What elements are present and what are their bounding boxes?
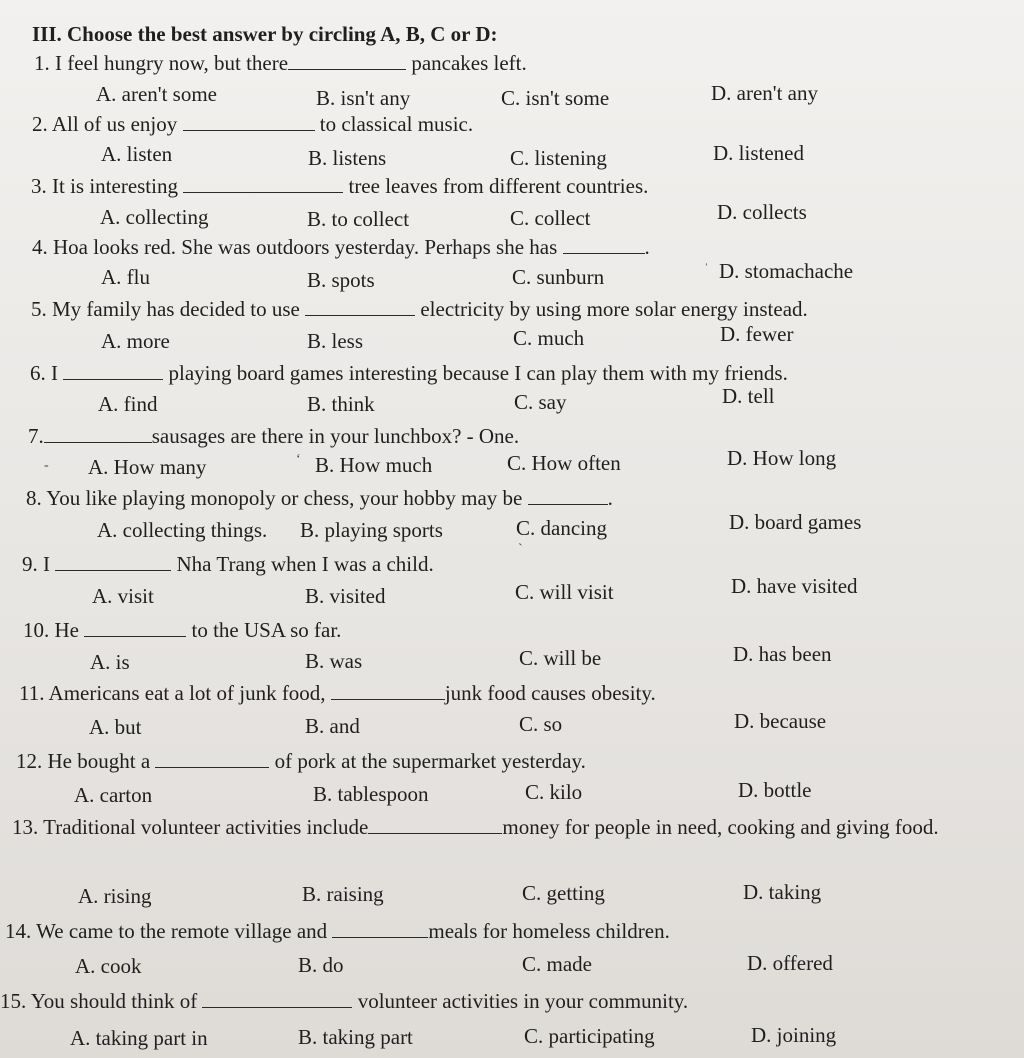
- pen-mark: ˈ: [704, 262, 709, 277]
- question-stem: 9. I: [22, 552, 50, 576]
- option-d[interactable]: D. has been: [733, 642, 832, 666]
- option-b[interactable]: B. listens: [308, 146, 387, 170]
- question-stem: 14. We came to the remote village and: [5, 919, 328, 943]
- option-d[interactable]: D. aren't any: [711, 81, 818, 105]
- question-12: [16, 748, 586, 774]
- option-c[interactable]: C. participating: [524, 1024, 655, 1048]
- question-stem: 15. You should think of: [0, 989, 198, 1013]
- question-4: [32, 234, 650, 260]
- question-stem: 6. I: [30, 361, 58, 385]
- question-2: [32, 111, 473, 137]
- question-continuation: electricity by using more solar energy instead.: [420, 297, 808, 321]
- answer-blank: [63, 361, 163, 380]
- option-c[interactable]: C. listening: [510, 146, 607, 170]
- question-continuation: to classical music.: [319, 112, 474, 136]
- answer-blank: [528, 486, 608, 505]
- option-d[interactable]: D. have visited: [731, 574, 858, 598]
- question-11: [19, 680, 656, 706]
- option-c[interactable]: C. getting: [522, 881, 605, 905]
- option-a[interactable]: A. flu: [101, 265, 150, 289]
- question-stem: 11. Americans eat a lot of junk food,: [19, 681, 326, 705]
- question-3: [31, 173, 648, 199]
- answer-blank: [183, 174, 343, 193]
- question-stem: 1. I feel hungry now, but there: [34, 51, 289, 75]
- question-1: [34, 50, 527, 76]
- answer-blank: [563, 235, 645, 254]
- answer-blank: [44, 424, 152, 443]
- pen-mark: ˋ: [518, 542, 523, 557]
- option-b[interactable]: B. isn't any: [316, 86, 411, 110]
- option-d[interactable]: D. bottle: [738, 778, 812, 802]
- question-6: [30, 360, 788, 386]
- question-stem: 4. Hoa looks red. She was outdoors yesterday. Perhaps she has: [32, 235, 558, 259]
- question-continuation: money for people in need, cooking and giving food.: [502, 815, 939, 839]
- option-d[interactable]: D. stomachache: [719, 259, 854, 283]
- answer-blank: [55, 552, 171, 571]
- question-8: [26, 485, 613, 511]
- option-b[interactable]: B. How much: [315, 453, 433, 477]
- option-a[interactable]: A. more: [101, 329, 170, 353]
- option-c[interactable]: C. isn't some: [501, 86, 610, 110]
- option-c[interactable]: C. How often: [507, 451, 621, 475]
- answer-blank: [368, 815, 502, 834]
- question-continuation: playing board games interesting because I can play them with my friends.: [168, 361, 788, 385]
- question-10: [23, 617, 341, 643]
- option-a[interactable]: A. rising: [78, 884, 152, 908]
- option-c[interactable]: C. will be: [519, 646, 602, 670]
- question-continuation: pancakes left.: [411, 51, 527, 75]
- question-continuation: volunteer activities in your community.: [357, 989, 689, 1013]
- option-d[interactable]: D. board games: [729, 510, 862, 534]
- option-a[interactable]: A. taking part in: [70, 1026, 208, 1050]
- question-continuation: of pork at the supermarket yesterday.: [274, 749, 586, 773]
- option-b[interactable]: B. raising: [302, 882, 384, 906]
- option-a[interactable]: A. visit: [92, 584, 154, 608]
- option-a[interactable]: A. but: [89, 715, 142, 739]
- question-stem: 13. Traditional volunteer activities include: [12, 815, 369, 839]
- question-stem: 3. It is interesting: [31, 174, 178, 198]
- question-stem: 5. My family has decided to use: [31, 297, 300, 321]
- option-d[interactable]: D. collects: [717, 200, 807, 224]
- answer-blank: [202, 989, 352, 1008]
- option-a[interactable]: A. aren't some: [96, 82, 217, 106]
- question-continuation: .: [644, 235, 650, 259]
- question-stem: 12. He bought a: [16, 749, 151, 773]
- option-a[interactable]: A. collecting: [100, 205, 209, 229]
- question-13: [8, 808, 1018, 846]
- question-5: [31, 296, 808, 322]
- option-b[interactable]: B. and: [305, 714, 360, 738]
- option-b[interactable]: B. to collect: [307, 207, 410, 231]
- option-b[interactable]: B. spots: [307, 268, 375, 292]
- pen-mark: ʻ: [296, 452, 301, 467]
- question-stem: 10. He: [23, 618, 79, 642]
- question-continuation: to the USA so far.: [191, 618, 342, 642]
- option-b[interactable]: B. was: [305, 649, 363, 673]
- option-d[interactable]: D. fewer: [720, 322, 794, 346]
- option-d[interactable]: D. taking: [743, 880, 822, 904]
- question-continuation: meals for homeless children.: [428, 919, 670, 943]
- option-a[interactable]: A. find: [98, 392, 158, 416]
- question-continuation: tree leaves from different countries.: [348, 174, 649, 198]
- option-a[interactable]: A. listen: [101, 142, 173, 166]
- option-c[interactable]: C. made: [522, 952, 592, 976]
- option-d[interactable]: D. joining: [751, 1023, 837, 1047]
- option-b[interactable]: B. tablespoon: [313, 782, 429, 806]
- option-c[interactable]: C. much: [513, 326, 585, 350]
- answer-blank: [305, 297, 415, 316]
- question-stem: 7.: [28, 424, 44, 448]
- question-stem: 8. You like playing monopoly or chess, your hobby may be: [26, 486, 523, 510]
- option-a[interactable]: A. is: [90, 650, 130, 674]
- answer-blank: [332, 919, 428, 938]
- option-b[interactable]: B. think: [307, 392, 375, 416]
- question-stem: 2. All of us enjoy: [32, 112, 178, 136]
- question-continuation: Nha Trang when I was a child.: [176, 552, 434, 576]
- question-continuation: .: [607, 486, 613, 510]
- answer-blank: [288, 51, 406, 70]
- option-c[interactable]: C. sunburn: [512, 265, 605, 289]
- option-a[interactable]: A. carton: [74, 783, 153, 807]
- option-c[interactable]: C. say: [514, 390, 567, 414]
- option-c[interactable]: C. collect: [510, 206, 591, 230]
- section-heading: III. Choose the best answer by circling A, B, C or D:: [32, 22, 498, 46]
- answer-blank: [84, 618, 186, 637]
- option-c[interactable]: C. will visit: [515, 580, 614, 604]
- option-b[interactable]: B. do: [298, 953, 344, 977]
- option-c[interactable]: C. dancing: [516, 516, 607, 540]
- option-a[interactable]: A. How many: [88, 455, 207, 479]
- question-continuation: junk food causes obesity.: [444, 681, 656, 705]
- answer-blank: [183, 112, 315, 131]
- option-d[interactable]: D. offered: [747, 951, 833, 975]
- option-d[interactable]: D. because: [734, 709, 827, 733]
- question-continuation: sausages are there in your lunchbox? - One.: [151, 424, 520, 448]
- option-d[interactable]: D. How long: [727, 446, 837, 470]
- option-a[interactable]: A. cook: [75, 954, 142, 978]
- option-b[interactable]: B. playing sports: [300, 518, 443, 542]
- question-14: [5, 918, 670, 944]
- question-7: [28, 423, 519, 449]
- option-a[interactable]: A. collecting things.: [97, 518, 268, 542]
- option-c[interactable]: C. kilo: [525, 780, 583, 804]
- pen-mark: -: [44, 458, 49, 473]
- answer-blank: [331, 681, 445, 700]
- option-c[interactable]: C. so: [519, 712, 563, 736]
- option-b[interactable]: B. less: [307, 329, 364, 353]
- answer-blank: [155, 749, 269, 768]
- option-d[interactable]: D. tell: [722, 384, 775, 408]
- question-15: [0, 988, 688, 1014]
- option-b[interactable]: B. visited: [305, 584, 386, 608]
- option-d[interactable]: D. listened: [713, 141, 804, 165]
- option-b[interactable]: B. taking part: [298, 1025, 413, 1049]
- question-9: [22, 551, 434, 577]
